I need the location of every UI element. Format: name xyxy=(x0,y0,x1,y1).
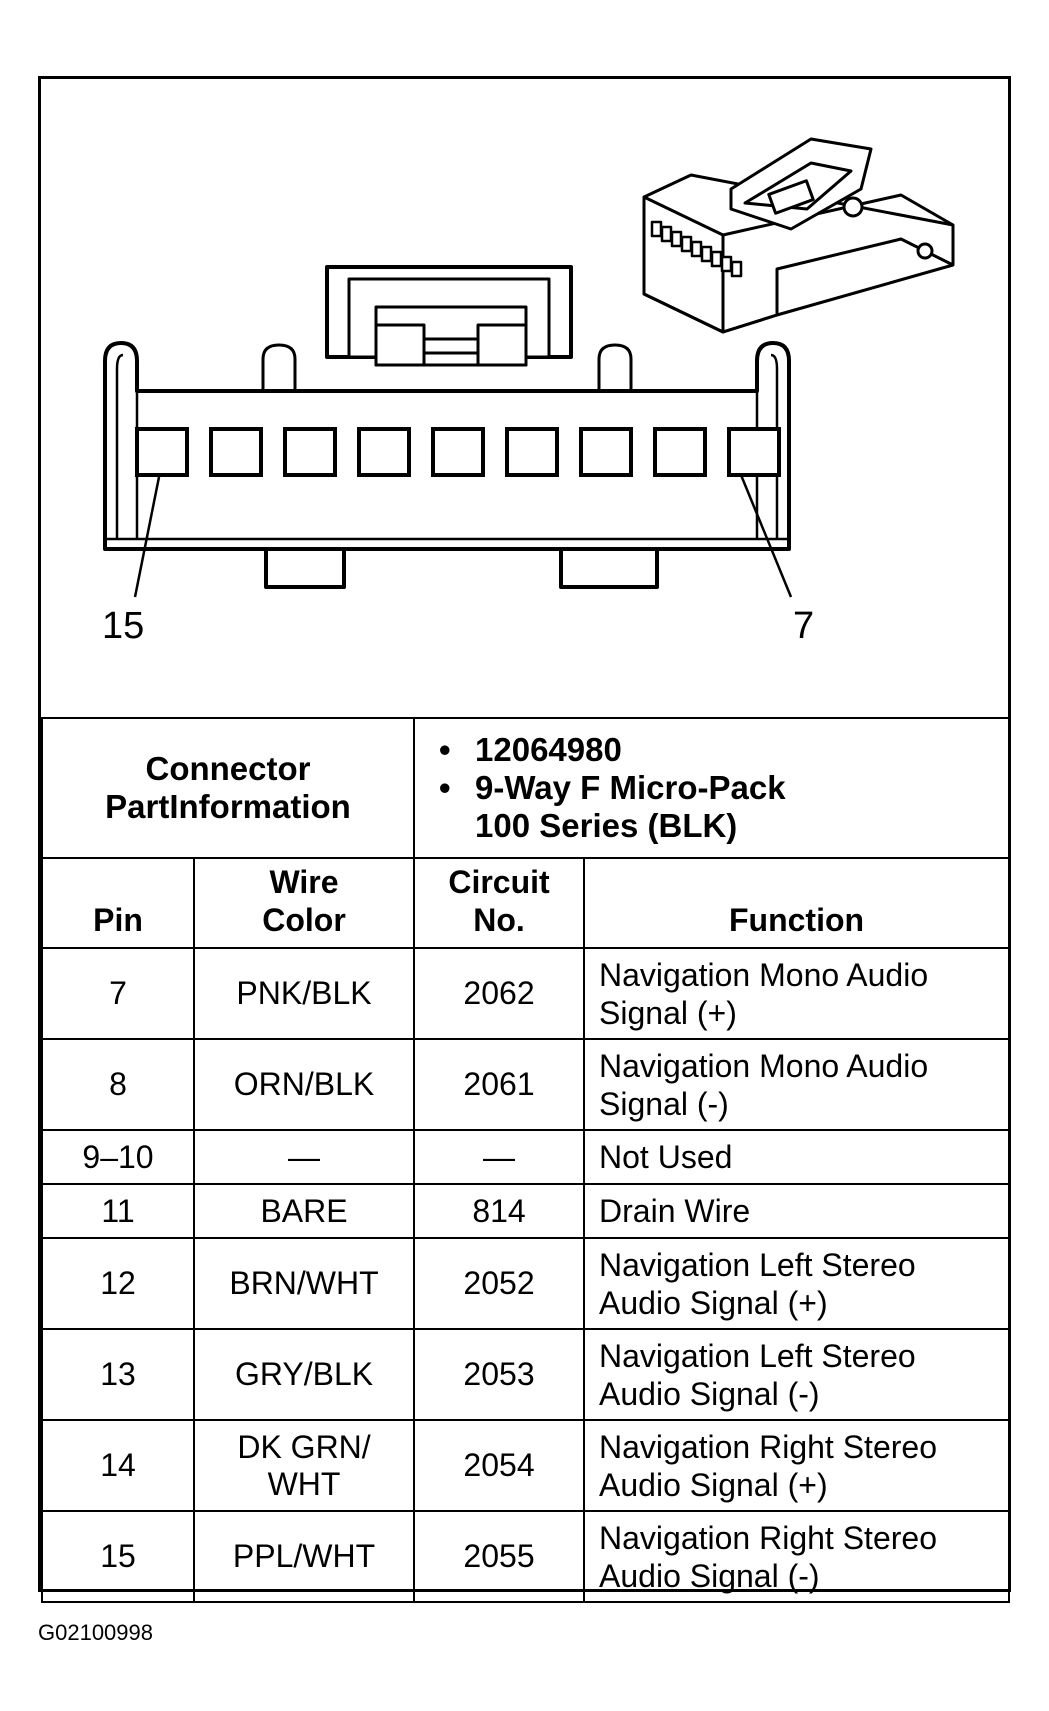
circuit-cell: 2061 xyxy=(414,1039,584,1130)
part-number: • 12064980 xyxy=(475,731,1008,769)
function-cell-line: Audio Signal (-) xyxy=(599,1375,820,1412)
pinout-table xyxy=(41,717,1010,1603)
function-cell-line: Navigation Mono Audio xyxy=(599,956,929,993)
pin-cell: 8 xyxy=(42,1039,194,1130)
function-cell-line: Navigation Left Stereo xyxy=(599,1246,916,1283)
cavity xyxy=(507,429,557,475)
function-cell-line: Signal (+) xyxy=(599,994,737,1031)
wire-color-cell: BARE xyxy=(194,1184,414,1238)
cavity xyxy=(581,429,631,475)
function-cell-line: Navigation Right Stereo xyxy=(599,1428,937,1465)
circuit-cell: 2054 xyxy=(414,1420,584,1511)
connector-type: • 9-Way F Micro-Pack xyxy=(475,769,1008,807)
connector-face-diagram xyxy=(41,79,1008,719)
table-row xyxy=(42,1420,1009,1511)
col-header-pin: Pin xyxy=(42,858,194,948)
function-cell xyxy=(584,1329,1009,1420)
wire-color-cell: GRY/BLK xyxy=(194,1329,414,1420)
wire-color-cell: PPL/WHT xyxy=(194,1511,414,1602)
function-cell xyxy=(584,1238,1009,1329)
function-cell-line: Audio Signal (+) xyxy=(599,1466,828,1503)
circuit-cell: 814 xyxy=(414,1184,584,1238)
wire-color-cell-line: DK GRN/ xyxy=(237,1428,371,1465)
connector-cavities xyxy=(137,429,779,475)
function-cell-line: Navigation Mono Audio xyxy=(599,1047,929,1084)
connector-part-info-label: Connector PartInformation xyxy=(42,718,414,858)
cavity xyxy=(359,429,409,475)
wire-color-cell: — xyxy=(194,1130,414,1184)
col-header-circuit xyxy=(414,858,584,948)
wire-color-cell: PNK/BLK xyxy=(194,948,414,1039)
function-cell xyxy=(584,1184,1009,1238)
wire-color-cell-line: WHT xyxy=(267,1465,341,1502)
col-header-circuit-line2: No. xyxy=(473,902,525,938)
col-header-circuit-line1: Circuit xyxy=(448,864,550,900)
part-info-row xyxy=(42,718,1009,858)
connector-series: 100 Series (BLK) xyxy=(475,807,738,844)
function-cell-line: Navigation Right Stereo xyxy=(599,1519,937,1556)
table-row xyxy=(42,1184,1009,1238)
pin-callout-right: 7 xyxy=(793,605,815,647)
cavity xyxy=(211,429,261,475)
function-cell-line: Audio Signal (+) xyxy=(599,1284,828,1321)
circuit-cell: — xyxy=(414,1130,584,1184)
table-row xyxy=(42,1329,1009,1420)
column-header-row xyxy=(42,858,1009,948)
cavity xyxy=(655,429,705,475)
col-header-wire-color-line1: Wire xyxy=(269,864,339,900)
circuit-cell: 2062 xyxy=(414,948,584,1039)
circuit-cell: 2053 xyxy=(414,1329,584,1420)
cavity xyxy=(285,429,335,475)
pin-cell: 11 xyxy=(42,1184,194,1238)
function-cell-line: Drain Wire xyxy=(599,1193,751,1229)
connector-frame xyxy=(38,76,1011,1592)
function-cell xyxy=(584,1039,1009,1130)
connector-3d-view xyxy=(644,139,953,332)
cavity xyxy=(433,429,483,475)
table-row xyxy=(42,1511,1009,1602)
pin-callout-left: 15 xyxy=(102,605,145,647)
function-cell-line: Signal (-) xyxy=(599,1085,729,1122)
pin-cell: 14 xyxy=(42,1420,194,1511)
table-row xyxy=(42,1130,1009,1184)
function-cell-line: Audio Signal (-) xyxy=(599,1557,820,1594)
circuit-cell: 2052 xyxy=(414,1238,584,1329)
pin-cell: 9–10 xyxy=(42,1130,194,1184)
cavity xyxy=(729,429,779,475)
function-cell-line: Not Used xyxy=(599,1139,733,1175)
wire-color-cell: ORN/BLK xyxy=(194,1039,414,1130)
pin-cell: 13 xyxy=(42,1329,194,1420)
figure-id: G02100998 xyxy=(38,1620,153,1645)
connector-part-info xyxy=(414,718,1009,858)
wire-color-cell xyxy=(194,1420,414,1511)
table-row xyxy=(42,1238,1009,1329)
table-row xyxy=(42,948,1009,1039)
table-row xyxy=(42,1039,1009,1130)
function-cell-line: Navigation Left Stereo xyxy=(599,1337,916,1374)
pin-cell: 15 xyxy=(42,1511,194,1602)
pin-cell: 12 xyxy=(42,1238,194,1329)
circuit-cell: 2055 xyxy=(414,1511,584,1602)
wire-color-cell: BRN/WHT xyxy=(194,1238,414,1329)
function-cell xyxy=(584,1130,1009,1184)
col-header-wire-color-line2: Color xyxy=(262,902,346,938)
function-cell xyxy=(584,1420,1009,1511)
col-header-wire-color xyxy=(194,858,414,948)
col-header-function: Function xyxy=(584,858,1009,948)
function-cell xyxy=(584,1511,1009,1602)
cavity xyxy=(137,429,187,475)
function-cell xyxy=(584,948,1009,1039)
pin-cell: 7 xyxy=(42,948,194,1039)
